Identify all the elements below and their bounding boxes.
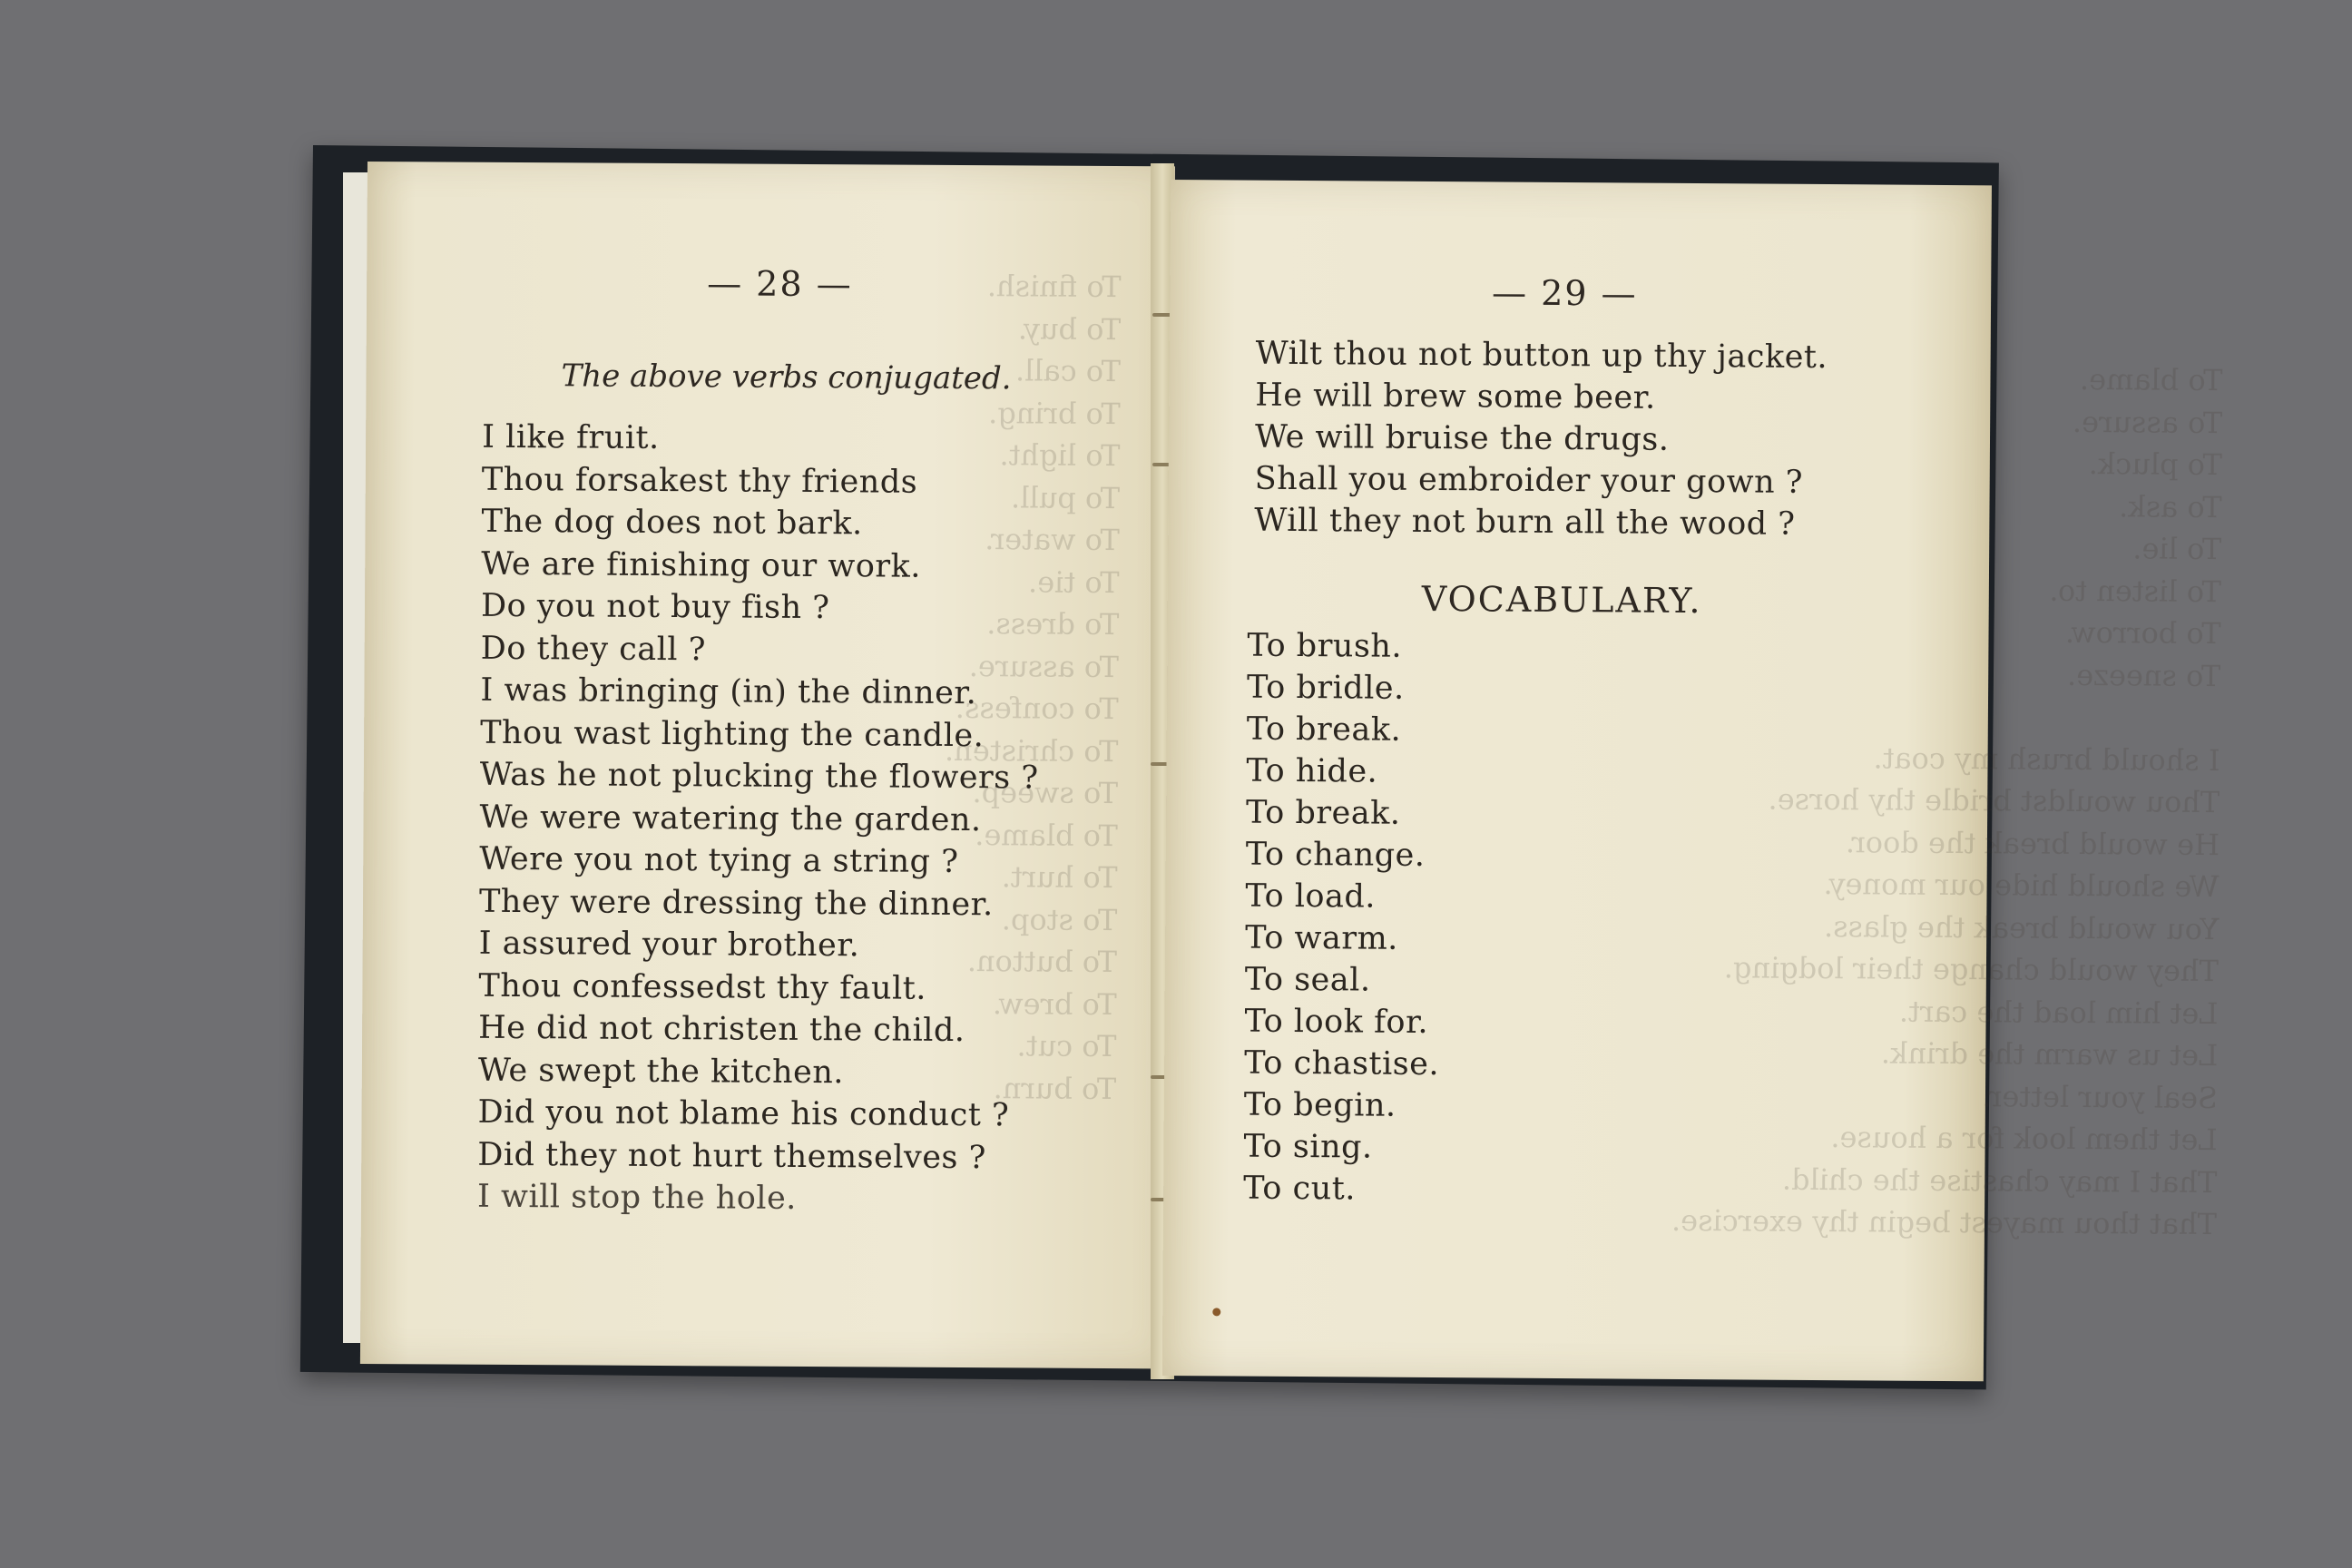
show-through-text: To finish. To buy. To call. To bring. To light. To pull. To water. To tie. To dress. To assure. To confess. To christen. To sweep. To blame. To hurt. To stop. To button. To brew. To cut. To burn. — [944, 269, 1122, 1106]
text-line: Thou wast lighting the candle. — [480, 714, 985, 754]
text-line: Was he not plucking the flowers ? — [479, 756, 1039, 797]
vocabulary-heading: VOCABULARY. — [1421, 578, 1702, 622]
text-line: He did not christen the child. — [478, 1009, 965, 1050]
vocabulary-list — [1243, 625, 1442, 1210]
left-page — [360, 162, 1175, 1368]
paper-stain — [1212, 1308, 1220, 1316]
text-line: We swept the kitchen. — [477, 1052, 845, 1091]
vocabulary-item: To load. — [1245, 877, 1377, 916]
text-line: Do they call ? — [480, 630, 707, 668]
vocabulary-item: To hide. — [1246, 752, 1378, 790]
section-heading: The above verbs conjugated. — [561, 358, 1012, 397]
text-line: Did they not hurt themselves ? — [477, 1136, 986, 1176]
text-line: We were watering the garden. — [479, 799, 982, 838]
text-line: Shall you embroider your gown ? — [1254, 460, 1804, 501]
text-line: Did you not blame his conduct ? — [477, 1093, 1010, 1134]
vocabulary-item: To change. — [1245, 836, 1426, 874]
page-number: — 28 — — [707, 263, 853, 305]
text-line: Wilt thou not button up thy jacket. — [1255, 335, 1828, 377]
text-line: We will bruise the drugs. — [1254, 418, 1670, 458]
vocabulary-item: To begin. — [1243, 1086, 1396, 1124]
text-line: The dog does not bark. — [481, 503, 863, 543]
vocabulary-item: To seal. — [1244, 961, 1371, 999]
text-line: I will stop the hole. — [476, 1178, 797, 1217]
vocabulary-item: To brush. — [1247, 627, 1403, 665]
page-number: — 29 — — [1491, 272, 1638, 314]
vocabulary-item: To break. — [1246, 710, 1402, 749]
text-line: Thou forsakest thy friends — [481, 461, 918, 501]
text-line: I like fruit. — [482, 418, 660, 456]
text-line: They were dressing the dinner. — [478, 883, 994, 923]
text-line: Were you not tying a string ? — [479, 840, 959, 880]
show-through-text: To blame. To assure. To pluck. To ask. To lie. To listen to. To borrow. To sneeze. I should brush my coat. Thou wouldst bridle thy horse. He would break the door. We should hide our money. You would break the glass. They would change their lodging. Let him load the cart. Let us warm the drink. Seal your letter. Let them look for a house. That I may chastise the child. That thou mayest begin thy exercise. — [1671, 362, 2223, 1242]
vocabulary-item: To warm. — [1245, 919, 1399, 957]
right-page — [1162, 180, 2223, 1381]
vocabulary-item: To chastise. — [1244, 1044, 1440, 1083]
vocabulary-item: To look for. — [1244, 1003, 1429, 1042]
text-line: He will brew some beer. — [1255, 377, 1656, 416]
vocabulary-item: To bridle. — [1246, 669, 1405, 707]
text-line: Will they not burn all the wood ? — [1254, 502, 1796, 543]
vocabulary-item: To sing. — [1243, 1128, 1373, 1166]
vocabulary-item: To break. — [1245, 794, 1401, 832]
vocabulary-item: To cut. — [1243, 1170, 1357, 1208]
text-line: We are finishing our work. — [481, 545, 922, 585]
conjugation-list — [477, 416, 1041, 1221]
text-line: I was bringing (in) the dinner. — [480, 671, 977, 712]
text-line: Thou confessedst thy fault. — [478, 967, 927, 1007]
text-line: I assured your brother. — [478, 925, 860, 965]
sentence-list — [1254, 333, 1828, 545]
text-line: Do you not buy fish ? — [480, 587, 830, 627]
